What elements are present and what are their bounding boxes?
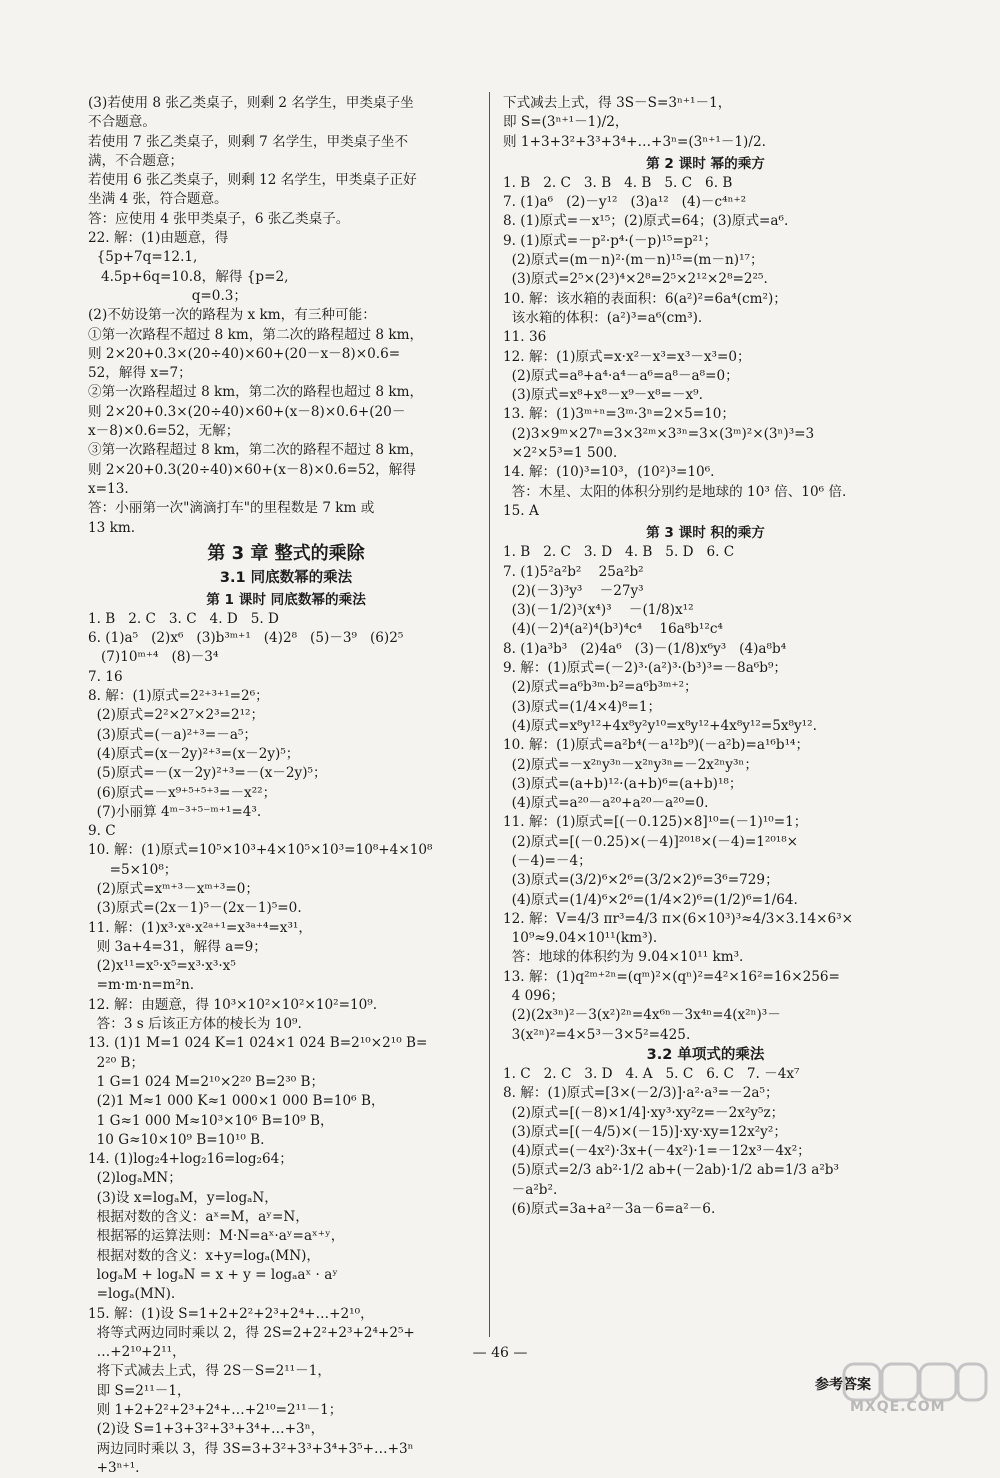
answer-line: 11. 36 — [503, 329, 547, 346]
answer-line: 则 3a+4=31，解得 a=9； — [88, 938, 267, 955]
answer-line: 10⁹≈9.04×10¹¹(km³). — [503, 930, 658, 947]
answer-line: (3)原式=(1/4×4)⁸=1； — [503, 698, 662, 715]
answer-line: 8. (1)原式=－x¹⁵；(2)原式=64；(3)原式=a⁶. — [503, 213, 789, 230]
answer-line: (4)原式=(－4x²)·3x+(－4x²)·1=－12x³－4x²； — [503, 1143, 811, 1160]
chapter-title: 第 3 章 整式的乘除 — [207, 542, 365, 564]
answer-line: (6)原式=3a+a²－3a－6=a²－6. — [503, 1201, 716, 1218]
answer-line: 则 2×20+0.3×(20÷40)×60+(20－x－8)×0.6= — [88, 345, 401, 362]
answer-line: 9. (1)原式=－p²·p⁴·(－p)¹⁵=p²¹； — [503, 232, 718, 249]
column-divider — [489, 92, 490, 1337]
answer-line: 1. B 2. C 3. B 4. B 5. C 6. B — [503, 174, 733, 191]
section-title-3-2: 3.2 单项式的乘法 — [646, 1046, 765, 1063]
answer-line: 则 1+2+2²+2³+2⁴+…+2¹⁰=2¹¹－1； — [88, 1402, 343, 1418]
answer-line: 若使用 6 张乙类桌子，则剩 12 名学生，甲类桌子正好 — [88, 172, 417, 189]
answer-line: 14. (1)log₂4+log₂16=log₂64； — [88, 1151, 293, 1168]
answer-line: x－8)×0.6=52，无解； — [88, 423, 240, 440]
answer-line: (7)小丽算 4ᵐ⁻³⁺⁵⁻ᵐ⁺¹=4³. — [88, 803, 262, 820]
answer-line: 13. 解：(1)q²ᵐ⁺²ⁿ=(qᵐ)²×(qⁿ)²=4²×16²=16×256= — [503, 968, 840, 985]
answer-line: 15. 解：(1)设 S=1+2+2²+2³+2⁴+…+2¹⁰， — [88, 1305, 374, 1322]
answer-line: 10 G≈10×10⁹ B=10¹⁰ B. — [88, 1131, 265, 1148]
answers-block-chapter2 — [88, 94, 484, 538]
left-column — [88, 94, 484, 1478]
answer-line: 即 S=2¹¹－1， — [88, 1382, 191, 1399]
answer-line: 8. (1)a³b³ (2)4a⁶ (3)－(1/8)x⁶y³ (4)a⁸b⁴ — [503, 640, 787, 657]
answer-line: (－4)=－4； — [503, 852, 592, 869]
answer-line: 14. 解：(10)³=10³，(10²)³=10⁶. — [503, 464, 715, 481]
answer-line: 答：小丽第一次"滴滴打车"的里程数是 7 km 或 — [88, 500, 375, 517]
answer-line: (2)原式=a⁸+a⁴·a⁴－a⁶=a⁸－a⁸=0； — [503, 367, 739, 384]
answer-line: (4)原式=(x－2y)²⁺³=(x－2y)⁵； — [88, 745, 300, 762]
answer-line: (3)若使用 8 张乙类桌子，则剩 2 名学生，甲类桌子坐 — [88, 95, 414, 111]
answer-line: (5)原式=－(x－2y)²⁺³=－(x－2y)⁵； — [88, 765, 327, 782]
answer-line: 10. 解：(1)原式=10⁵×10³+4×10⁵×10³=10⁸+4×10⁸ — [88, 842, 433, 859]
answer-line: 7. (1)5²a²b² 25a²b² — [503, 563, 644, 580]
answer-line: 答：3 s 后该正方体的棱长为 10⁹. — [88, 1016, 302, 1033]
answer-line: 10. 解：该水箱的表面积：6(a²)²=6a⁴(cm²)； — [503, 290, 787, 307]
answer-line: (2)原式=[(－8)×1/4]·xy³·xy²z=－2x²y⁵z； — [503, 1104, 785, 1121]
answer-line: (2)原式=xᵐ⁺³－xᵐ⁺³=0； — [88, 880, 259, 897]
answer-line: 4.5p+6q=10.8，解得 {p=2, — [88, 268, 289, 285]
answer-line: 12. 解：由题意，得 10³×10²×10²×10²=10⁹. — [88, 996, 378, 1013]
answer-line: 答：木星、太阳的体积分别约是地球的 10³ 倍、10⁶ 倍. — [503, 483, 847, 500]
answer-line: {5p+7q=12.1, — [88, 249, 198, 266]
answer-line: 根据对数的含义：x+y=logₐ(MN)， — [88, 1247, 321, 1264]
answer-line: 15. A — [503, 502, 539, 519]
answer-line: (2)原式=a⁶b³ᵐ·b²=a⁶b³ᵐ⁺²； — [503, 679, 698, 696]
answer-line: 将下式减去上式，得 2S－S=2¹¹－1， — [88, 1363, 331, 1380]
answer-line: 答：应使用 4 张甲类桌子，6 张乙类桌子。 — [88, 210, 350, 227]
answer-line: (4)原式=x⁸y¹²+4x⁸y²y¹⁰=x⁸y¹²+4x⁸y¹²=5x⁸y¹². — [503, 717, 817, 734]
answer-line: (4)原式=a²⁰－a²⁰+a²⁰－a²⁰=0. — [503, 795, 709, 812]
answer-line: =logₐ(MN). — [88, 1286, 176, 1303]
answer-line: (3)(－1/2)³(x⁴)³ －(1/8)x¹² — [503, 602, 694, 619]
answer-line: 将等式两边同时乘以 2，得 2S=2+2²+2³+2⁴+2⁵+ — [88, 1324, 415, 1341]
answer-line: (2)(2x³ⁿ)²－3(x²)²ⁿ=4x⁶ⁿ－3x⁴ⁿ=4(x²ⁿ)³－ — [503, 1007, 781, 1024]
answer-line: 该水箱的体积：(a²)³=a⁶(cm³). — [503, 309, 703, 326]
answer-line: (2)3×9ᵐ×27ⁿ=3×3²ᵐ×3³ⁿ=3×(3ᵐ)²×(3ⁿ)³=3 — [503, 425, 815, 442]
answer-line: (4)原式=(1/4)⁶×2⁶=(1/4×2)⁶=(1/2)⁶=1/64. — [503, 891, 798, 908]
lesson-2-title: 第 2 课时 幂的乘方 — [646, 155, 765, 172]
answer-line: 1. C 2. C 3. D 4. A 5. C 6. C 7. －4x⁷ — [503, 1065, 800, 1082]
answer-line: (7)10ᵐ⁺⁴ (8)－3⁴ — [88, 649, 219, 666]
answer-line: 4 096； — [503, 988, 565, 1005]
answer-line: 坐满 4 张，符合题意。 — [88, 191, 228, 208]
answer-line: 13. 解：(1)3ᵐ⁺ⁿ=3ᵐ·3ⁿ=2×5=10； — [503, 406, 736, 423]
watermark-text: MXQE.COM — [850, 1399, 946, 1415]
answer-line: 根据幂的运算法则：M·N=aˣ·aʸ=aˣ⁺ʸ， — [88, 1228, 345, 1245]
answer-line: 10. 解：(1)原式=a²b⁴(－a¹²b⁹)(－a²b)=a¹⁶b¹⁴； — [503, 737, 810, 754]
answer-line: (3)原式=(2x－1)⁵－(2x－1)⁵=0. — [88, 900, 302, 917]
answer-line: 答：地球的体积约为 9.04×10¹¹ km³. — [503, 949, 744, 966]
answer-line: (2)原式=[(－0.25)×(－4)]²⁰¹⁸×(－4)=1²⁰¹⁸× — [503, 833, 799, 850]
answer-line: 1 G=1 024 M=2¹⁰×2²⁰ B=2³⁰ B； — [88, 1073, 325, 1090]
answer-line: (2)x¹¹=x⁵·x⁵=x³·x³·x⁵ — [88, 958, 236, 975]
answer-line: (3)原式=(－a)²⁺³=－a⁵； — [88, 726, 257, 743]
lesson-3-title: 第 3 课时 积的乘方 — [646, 525, 765, 542]
answer-line: 若使用 7 张乙类桌子，则剩 7 名学生，甲类桌子坐不 — [88, 133, 409, 150]
answer-line: ③第一次路程超过 8 km，第二次的路程不超过 8 km， — [88, 442, 424, 459]
answer-line: 2²⁰ B； — [88, 1054, 145, 1071]
answer-line: (2)1 M≈1 000 K≈1 000×1 000 B=10⁶ B， — [88, 1093, 385, 1110]
answer-line: =m·m·n=m²n. — [88, 977, 195, 994]
answer-line: 则 1+3+3²+3³+3⁴+…+3ⁿ=(3ⁿ⁺¹－1)/2. — [503, 133, 766, 150]
answers-block-section-3-2 — [503, 1065, 908, 1219]
answer-line: 则 2×20+0.3×(20÷40)×60+(x－8)×0.6+(20－ — [88, 403, 406, 420]
answer-line: ×2²×5³=1 500. — [503, 445, 618, 462]
answer-line: 9. C — [88, 823, 116, 840]
answer-line: 7. (1)a⁶ (2)－y¹² (3)a¹² (4)－c⁴ⁿ⁺² — [503, 194, 747, 211]
answer-line: (3)原式=2⁵×(2³)⁴×2⁸=2⁵×2¹²×2⁸=2²⁵. — [503, 271, 768, 288]
answer-line: 两边同时乘以 3，得 3S=3+3²+3³+3⁴+3⁵+…+3ⁿ — [88, 1440, 414, 1457]
answer-line: (2)原式=(m－n)²·(m－n)¹⁵=(m－n)¹⁷； — [503, 252, 764, 269]
answer-line: 即 S=(3ⁿ⁺¹－1)/2， — [503, 114, 629, 131]
answer-line: 下式减去上式，得 3S－S=3ⁿ⁺¹－1， — [503, 95, 732, 111]
answer-line: 不合题意。 — [88, 114, 156, 131]
answer-line: (3)原式=[(－4/5)×(－15)]·xy·xy=12x²y²； — [503, 1123, 787, 1140]
answer-line: －a²b². — [503, 1181, 558, 1198]
answer-line: (3)原式=x⁸+x⁸－x⁹－x⁸=－x⁹. — [503, 387, 703, 404]
answer-line: x=13. — [88, 480, 129, 497]
answer-line: 52，解得 x=7； — [88, 365, 192, 382]
answers-block-lesson3 — [503, 543, 908, 1045]
answers-block-lesson2 — [503, 174, 908, 521]
answer-line: (4)(－2)⁴(a²)⁴(b³)⁴c⁴ 16a⁸b¹²c⁴ — [503, 621, 723, 638]
answer-line: 11. 解：(1)原式=[(－0.125)×8]¹⁰=(－1)¹⁰=1； — [503, 814, 808, 831]
answer-line: 12. 解：(1)原式=x·x²－x³=x³－x³=0； — [503, 348, 751, 365]
answer-line: 13. (1)1 M=1 024 K=1 024×1 024 B=2¹⁰×2¹⁰ B= — [88, 1035, 428, 1052]
footer-label: 参考答案 — [815, 1377, 871, 1393]
answer-line: 1. B 2. C 3. C 4. D 5. D — [88, 610, 279, 627]
answer-line: (5)原式=2/3 ab²·1/2 ab+(－2ab)·1/2 ab=1/3 a²b³ — [503, 1162, 839, 1179]
answer-line: 9. 解：(1)原式=(－2)³·(a²)³·(b³)³=－8a⁶b⁹； — [503, 660, 788, 677]
right-column — [503, 94, 908, 1219]
answer-line: (2)原式=2²×2⁷×2³=2¹²； — [88, 707, 265, 724]
answer-line: 1. B 2. C 3. D 4. B 5. D 6. C — [503, 544, 735, 561]
answer-line: 6. (1)a⁵ (2)x⁶ (3)b³ᵐ⁺¹ (4)2⁸ (5)－3⁹ (6)2⁵ — [88, 630, 404, 647]
answer-line: (2)设 S=1+3+3²+3³+3⁴+…+3ⁿ， — [88, 1421, 325, 1438]
answer-line: 13 km. — [88, 519, 136, 536]
answer-line: ①第一次路程不超过 8 km，第二次的路程超过 8 km， — [88, 326, 424, 343]
answer-line: 22. 解：(1)由题意，得 — [88, 230, 229, 247]
answer-line: 8. 解：(1)原式=[3×(－2/3)]·a²·a³=－2a⁵； — [503, 1085, 779, 1102]
answer-line: =5×10⁸； — [88, 861, 178, 878]
answer-line: (2)(－3)³y³ －27y³ — [503, 582, 644, 599]
answer-line: (3)设 x=logₐM，y=logₐN， — [88, 1189, 278, 1206]
answer-line: 1 G≈1 000 M≈10³×10⁶ B=10⁹ B， — [88, 1112, 334, 1129]
answer-line: 则 2×20+0.3(20÷40)×60+(x－8)×0.6=52，解得 — [88, 461, 416, 478]
answer-line: +3ⁿ⁺¹. — [88, 1459, 140, 1476]
answer-line: 3(x²ⁿ)²=4×5³－3×5²=425. — [503, 1026, 691, 1043]
lesson-1-title: 第 1 课时 同底数幂的乘法 — [206, 591, 366, 608]
page-number: — 46 — — [472, 1345, 528, 1361]
answer-line: (2)原式=－x²ⁿy³ⁿ－x²ⁿy³ⁿ=－2x²ⁿy³ⁿ； — [503, 756, 758, 773]
answer-line: (2)logₐMN； — [88, 1170, 182, 1187]
answer-line: …+2¹⁰+2¹¹， — [88, 1344, 186, 1361]
answer-line: 8. 解：(1)原式=2²⁺³⁺¹=2⁶； — [88, 688, 269, 705]
section-title-3-1: 3.1 同底数幂的乘法 — [219, 569, 353, 586]
answers-block-continued — [503, 94, 908, 152]
answer-line: q=0.3； — [88, 287, 248, 304]
answer-line: 根据对数的含义：aˣ=M，aʸ=N， — [88, 1209, 309, 1226]
answer-line: (6)原式=－x⁹⁺⁵⁺⁵⁺³=－x²²； — [88, 784, 277, 801]
answer-line: (3)原式=(3/2)⁶×2⁶=(3/2×2)⁶=3⁶=729； — [503, 872, 779, 889]
answer-line: (3)原式=(a+b)¹²·(a+b)⁶=(a+b)¹⁸； — [503, 775, 743, 792]
answer-line: 7. 16 — [88, 668, 123, 685]
answer-line: logₐM + logₐN = x + y = logₐaˣ · aʸ — [88, 1266, 339, 1283]
answer-line: (2)不妨设第一次的路程为 x km，有三种可能： — [88, 307, 376, 324]
answer-line: 12. 解：V=4/3 πr³=4/3 π×(6×10³)³≈4/3×3.14×6³× — [503, 910, 853, 927]
answer-line: 满，不合题意； — [88, 152, 184, 169]
answer-line: ②第一次路程超过 8 km，第二次的路程也超过 8 km， — [88, 384, 424, 401]
answer-line: 11. 解：(1)x³·xᵃ·x²ᵃ⁺¹=x³ᵃ⁺⁴=x³¹， — [88, 919, 312, 936]
